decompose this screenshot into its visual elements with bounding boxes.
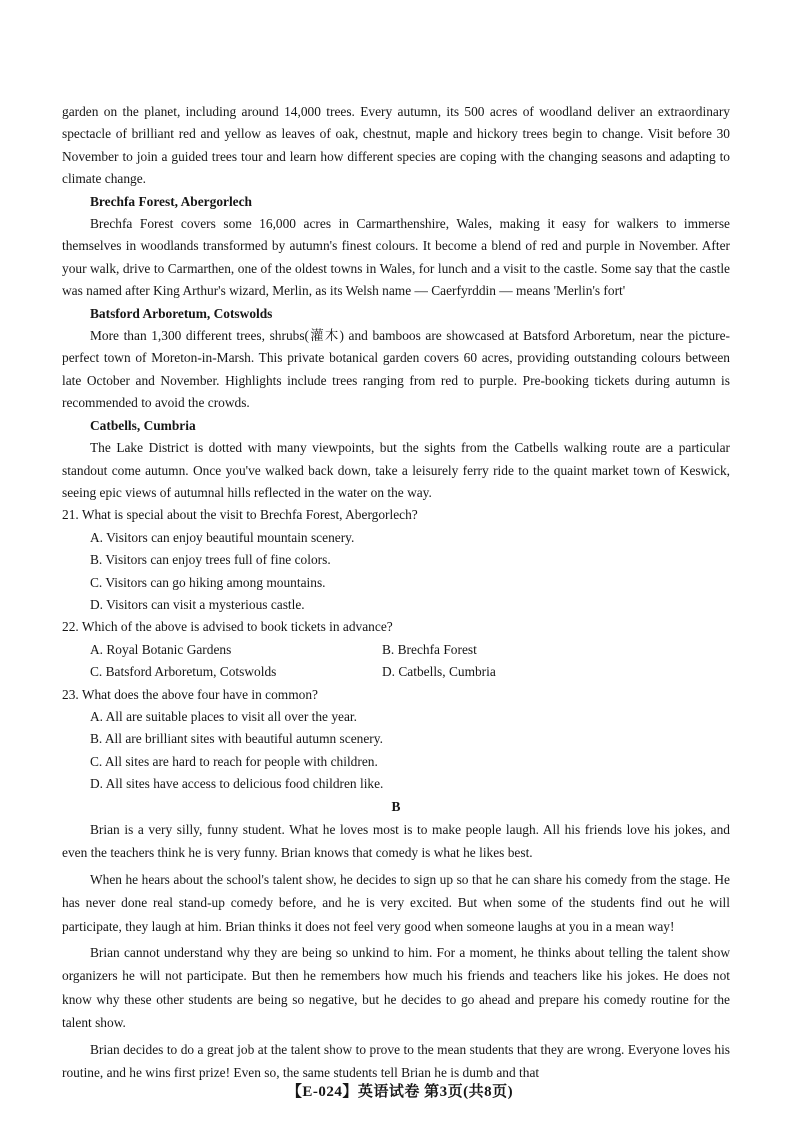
question-22-option-d: D. Catbells, Cumbria <box>382 664 496 680</box>
question-22-option-c: C. Batsford Arboretum, Cotswolds <box>90 664 277 680</box>
passage-b-paragraph-4: Brian decides to do a great job at the talent show to prove to the mean students that they are wrong. Everyone loves his routine, and he wins first prize! Even so, the same students tell Brian he is dumb and that <box>62 1041 730 1081</box>
question-23-option-b: B. All are brilliant sites with beautiful autumn scenery. <box>90 731 383 747</box>
section-text-batsford: More than 1,300 different trees, shrubs(灌木) and bamboos are showcased at Batsford Arboretum, near the picture-perfect town of Moreton-in-Marsh. This private botanical garden covers 60 acres, providing outstanding colours between late October and November. Highlights include trees ranging from red to purple. Pre-booking tickets during autumn is recommended to avoid the crowds. <box>62 328 730 411</box>
page-content <box>62 101 730 1087</box>
question-23-option-c: C. All sites are hard to reach for people with children. <box>90 753 378 769</box>
passage-a-intro: garden on the planet, including around 14,000 trees. Every autumn, its 500 acres of woodland deliver an extraordinary spectacle of brilliant red and yellow as leaves of oak, chestnut, maple and hickory trees begin to change. Visit before 30 November to join a guided trees tour and learn how different species are coping with the changing seasons and adapting to climate change. <box>62 104 730 187</box>
question-22-option-b: B. Brechfa Forest <box>382 641 477 657</box>
question-21-option-d: D. Visitors can visit a mysterious castle. <box>90 596 305 612</box>
passage-b-letter: B <box>391 798 401 814</box>
question-21-option-c: C. Visitors can go hiking among mountains. <box>90 574 326 590</box>
question-22-stem: 22. Which of the above is advised to book tickets in advance? <box>62 619 393 635</box>
question-23-option-a: A. All are suitable places to visit all over the year. <box>90 708 357 724</box>
passage-b-paragraph-2: When he hears about the school's talent show, he decides to sign up so that he can share his comedy from the stage. He has never done real stand-up comedy before, and he is very excited. But when some of the students find out he will participate, they laugh at him. Brian thinks it does not feel very good when someone laughs at you in a mean way! <box>62 871 730 934</box>
question-23-option-d: D. All sites have access to delicious food children like. <box>90 776 384 792</box>
question-22-option-a: A. Royal Botanic Gardens <box>90 641 232 657</box>
section-heading-batsford: Batsford Arboretum, Cotswolds <box>90 305 273 321</box>
question-21-stem: 21. What is special about the visit to Brechfa Forest, Abergorlech? <box>62 507 418 523</box>
section-heading-brechfa: Brechfa Forest, Abergorlech <box>90 193 253 209</box>
question-22-options-row-2 <box>62 661 730 683</box>
question-23-stem: 23. What does the above four have in common? <box>62 686 318 702</box>
passage-b-paragraph-3: Brian cannot understand why they are being so unkind to him. For a moment, he thinks about telling the talent show organizers he will not participate. But then he remembers how much his friends and teachers like his jokes. He does not know why these other students are being so negative, but he decides to go ahead and prepare his comedy routine for the talent show. <box>62 945 730 1031</box>
section-text-catbells: The Lake District is dotted with many viewpoints, but the sights from the Catbells walking route are a particular standout come autumn. Once you've walked back down, take a leisurely ferry ride to the quaint market town of Keswick, seeing epic views of autumnal hills reflected in the water on the way. <box>62 440 730 500</box>
question-22-options-row-1 <box>62 639 730 661</box>
question-21-option-a: A. Visitors can enjoy beautiful mountain scenery. <box>90 529 355 545</box>
section-heading-catbells: Catbells, Cumbria <box>90 417 196 433</box>
section-text-brechfa: Brechfa Forest covers some 16,000 acres in Carmarthenshire, Wales, making it easy for walkers to immerse themselves in woodlands transformed by autumn's finest colours. It become a blend of red and purple in November. After your walk, drive to Carmarthen, one of the oldest towns in Wales, for lunch and a visit to the castle. Some say that the castle was named after King Arthur's wizard, Merlin, as its Welsh name — Caerfyrddin — means 'Merlin's fort' <box>62 216 730 299</box>
question-21-option-b: B. Visitors can enjoy trees full of fine colors. <box>90 552 331 568</box>
page-footer: 【E-024】英语试卷 第3页(共8页) <box>286 1084 514 1100</box>
passage-b-paragraph-1: Brian is a very silly, funny student. What he loves most is to make people laugh. All his friends love his jokes, and even the teachers think he is very funny. Brian knows that comedy is what he likes best. <box>62 822 730 861</box>
